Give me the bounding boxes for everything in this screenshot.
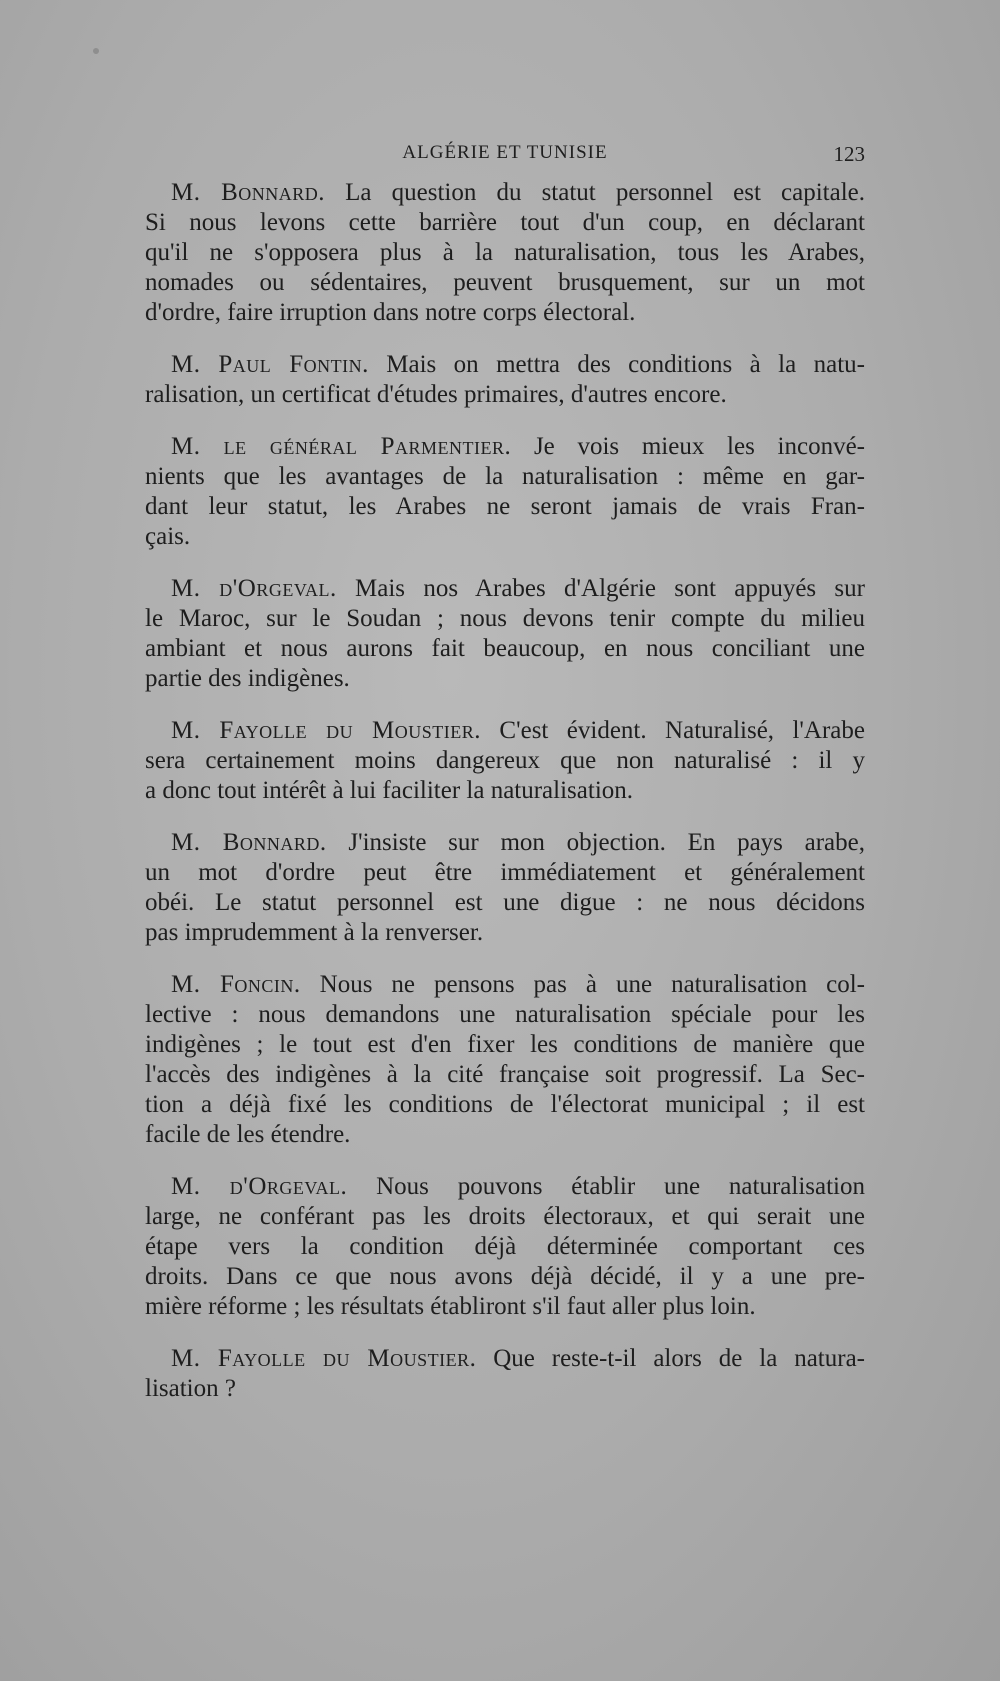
line-text: Que reste-t-il alors de la natura- (476, 1345, 865, 1372)
text-line (145, 970, 865, 1000)
speaker-name: M. Fayolle du Moustier. (171, 1345, 477, 1372)
running-header-title: ALGÉRIE ET TUNISIE (402, 142, 608, 163)
text-line (145, 1090, 865, 1120)
line-text: facile de les étendre. (145, 1121, 351, 1148)
text-line (145, 298, 865, 328)
line-text: tion a déjà fixé les conditions de l'électorat municipal ; il est (145, 1091, 865, 1118)
line-text: lisation ? (145, 1375, 236, 1402)
text-line (145, 1202, 865, 1232)
dialogue-text (145, 178, 865, 1426)
text-line (145, 1232, 865, 1262)
text-line (145, 1000, 865, 1030)
line-text: La question du statut personnel est capitale. (325, 179, 866, 206)
text-line (145, 1344, 865, 1374)
text-line (145, 716, 865, 746)
line-text: nomades ou sédentaires, peuvent brusquement, sur un mot (145, 269, 865, 296)
line-text: lective : nous demandons une naturalisation spéciale pour les (145, 1001, 865, 1028)
running-header (145, 142, 865, 166)
line-text: partie des indigènes. (145, 665, 350, 692)
text-line (145, 776, 865, 806)
dialogue-paragraph (145, 1344, 865, 1404)
text-line (145, 634, 865, 664)
speaker-name: M. d'Orgeval. (171, 575, 337, 602)
text-line (145, 208, 865, 238)
speaker-name: M. le général Parmentier. (171, 433, 512, 460)
line-text: C'est évident. Naturalisé, l'Arabe (480, 717, 865, 744)
text-line (145, 888, 865, 918)
text-line (145, 432, 865, 462)
text-line (145, 1262, 865, 1292)
line-text: indigènes ; le tout est d'en fixer les conditions de manière que (145, 1031, 865, 1058)
text-line (145, 664, 865, 694)
line-text: Mais nos Arabes d'Algérie sont appuyés sur (336, 575, 865, 602)
line-text: Si nous levons cette barrière tout d'un coup, en déclarant (145, 209, 865, 236)
page-number: 123 (833, 142, 865, 166)
line-text: Je vois mieux les inconvé- (511, 433, 865, 460)
text-line (145, 1292, 865, 1322)
line-text: obéi. Le statut personnel est une digue : ne nous décidons (145, 889, 865, 916)
text-line (145, 178, 865, 208)
line-text: étape vers la condition déjà déterminée comportant ces (145, 1233, 865, 1260)
text-line (145, 918, 865, 948)
speaker-name: M. Bonnard. (171, 179, 326, 206)
line-text: un mot d'ordre peut être immédiatement et généralement (145, 859, 865, 886)
speaker-name: M. Fayolle du Moustier. (171, 717, 481, 744)
text-line (145, 462, 865, 492)
line-text: sera certainement moins dangereux que non naturalisé : il y (145, 747, 865, 774)
speaker-name: M. Bonnard. (171, 829, 327, 856)
line-text: nients que les avantages de la naturalisation : même en gar- (145, 463, 865, 490)
line-text: ambiant et nous aurons fait beaucoup, en nous conciliant une (145, 635, 865, 662)
dialogue-paragraph (145, 828, 865, 948)
line-text: J'insiste sur mon objection. En pays arabe, (326, 829, 865, 856)
text-line (145, 350, 865, 380)
line-text: çais. (145, 523, 191, 550)
text-line (145, 1030, 865, 1060)
text-line (145, 828, 865, 858)
line-text: Mais on mettra des conditions à la natu- (368, 351, 865, 378)
text-line (145, 1120, 865, 1150)
text-line (145, 1060, 865, 1090)
dialogue-paragraph (145, 970, 865, 1150)
line-text: d'ordre, faire irruption dans notre corps électoral. (145, 299, 636, 326)
line-text: a donc tout intérêt à lui faciliter la naturalisation. (145, 777, 634, 804)
line-text: pas imprudemment à la renverser. (145, 919, 484, 946)
line-text: droits. Dans ce que nous avons déjà décidé, il y a une pre- (145, 1263, 865, 1290)
dialogue-paragraph (145, 432, 865, 552)
dialogue-paragraph (145, 178, 865, 328)
text-line (145, 522, 865, 552)
paper-speck (93, 48, 99, 54)
text-line (145, 574, 865, 604)
line-text: large, ne conférant pas les droits électoraux, et qui serait une (145, 1203, 865, 1230)
text-line (145, 1374, 865, 1404)
line-text: dant leur statut, les Arabes ne seront jamais de vrais Fran- (145, 493, 865, 520)
dialogue-paragraph (145, 574, 865, 694)
speaker-name: M. d'Orgeval. (171, 1173, 348, 1200)
text-line (145, 380, 865, 410)
text-line (145, 492, 865, 522)
line-text: Nous pouvons établir une naturalisation (347, 1173, 865, 1200)
dialogue-paragraph (145, 350, 865, 410)
line-text: mière réforme ; les résultats établiront s'il faut aller plus loin. (145, 1293, 756, 1320)
text-line (145, 746, 865, 776)
dialogue-paragraph (145, 716, 865, 806)
line-text: l'accès des indigènes à la cité française soit progressif. La Sec- (145, 1061, 865, 1088)
text-line (145, 604, 865, 634)
line-text: qu'il ne s'opposera plus à la naturalisation, tous les Arabes, (145, 239, 865, 266)
speaker-name: M. Foncin. (171, 971, 301, 998)
line-text: le Maroc, sur le Soudan ; nous devons tenir compte du milieu (145, 605, 865, 632)
dialogue-paragraph (145, 1172, 865, 1322)
text-line (145, 268, 865, 298)
text-line (145, 858, 865, 888)
line-text: ralisation, un certificat d'études primaires, d'autres encore. (145, 381, 727, 408)
text-line (145, 1172, 865, 1202)
speaker-name: M. Paul Fontin. (171, 351, 369, 378)
line-text: Nous ne pensons pas à une naturalisation col- (300, 971, 866, 998)
text-line (145, 238, 865, 268)
